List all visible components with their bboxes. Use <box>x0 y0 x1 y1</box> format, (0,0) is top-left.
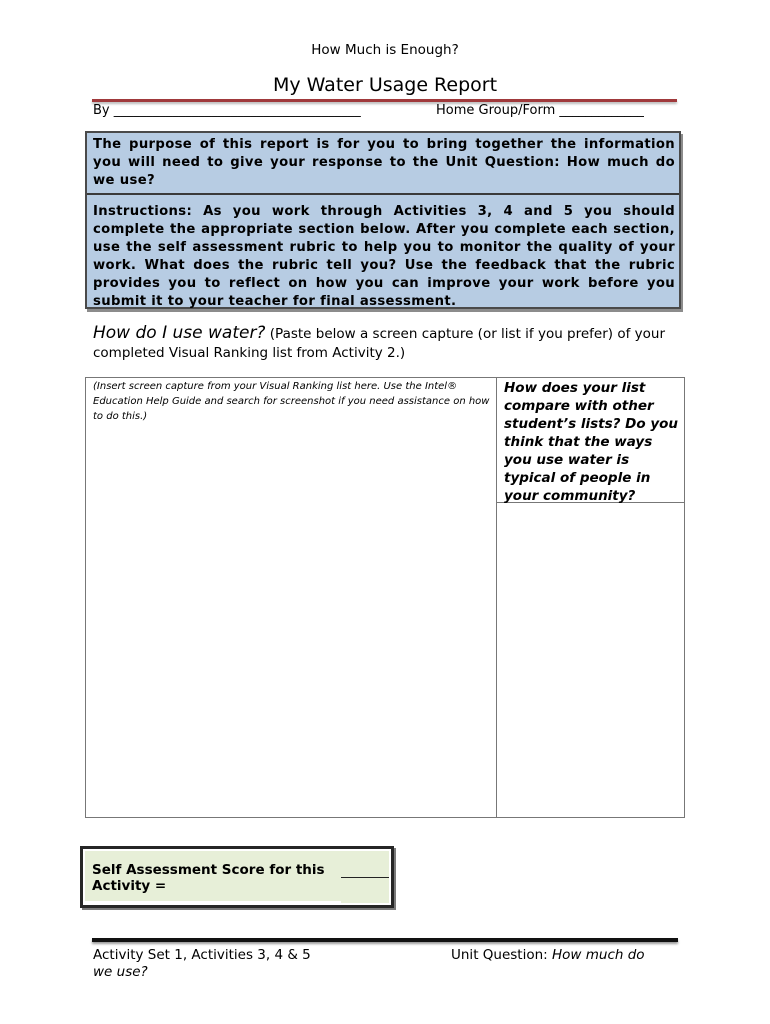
footer-divider <box>92 938 678 942</box>
footer-unit-question-label: Unit Question: <box>451 947 552 963</box>
section-heading-main: How do I use water? <box>93 323 266 343</box>
score-label: Self Assessment Score for this Activity = <box>92 862 325 894</box>
document-subtitle: How Much is Enough? <box>311 42 459 58</box>
footer-question-tail: we use? <box>93 964 148 980</box>
purpose-box-divider <box>87 193 679 195</box>
score-entry-line[interactable] <box>341 877 389 878</box>
footer-unit-question-text: How much do <box>552 947 645 963</box>
score-box-notch <box>85 901 341 905</box>
section-heading <box>93 324 683 363</box>
byline-row <box>93 103 677 118</box>
section-heading-note: (Paste below a screen capture (or list if you prefer) of your completed Visual Ranking list from Activity 2.) <box>93 326 666 361</box>
footer-activity-text: Activity Set 1, Activities 3, 4 & 5 <box>93 947 311 963</box>
by-field-label[interactable]: By ______________________________________ <box>93 103 361 118</box>
title-divider <box>92 99 677 102</box>
comparison-question: How does your list compare with other student’s lists? Do you think that the ways you use water is typical of people in your community? <box>504 380 679 504</box>
table-column-divider <box>496 378 497 817</box>
self-assessment-score-box <box>80 846 394 908</box>
visual-ranking-table <box>85 377 685 818</box>
purpose-instructions-box <box>85 131 681 309</box>
screen-capture-placeholder[interactable]: (Insert screen capture from your Visual Ranking list here. Use the Intel® Education Help Guide and search for screenshot if you need assistance on how to do this.) <box>93 381 490 422</box>
purpose-text: The purpose of this report is for you to bring together the information you will need to give your response to the Unit Question: How much do we use? <box>93 137 675 188</box>
footer-right <box>451 947 691 964</box>
footer-left <box>93 947 343 981</box>
instructions-text: Instructions: As you work through Activities 3, 4 and 5 you should complete the appropriate section below. After you complete each section, use the self assessment rubric to help you to monitor the quality of your work. What does the rubric tell you? Use the feedback that the rubric provides you to reflect on how you can improve your work before you submit it to your teacher for final assessment. <box>93 204 675 309</box>
document-title: My Water Usage Report <box>272 74 498 96</box>
home-group-field-label[interactable]: Home Group/Form _____________ <box>436 103 644 118</box>
